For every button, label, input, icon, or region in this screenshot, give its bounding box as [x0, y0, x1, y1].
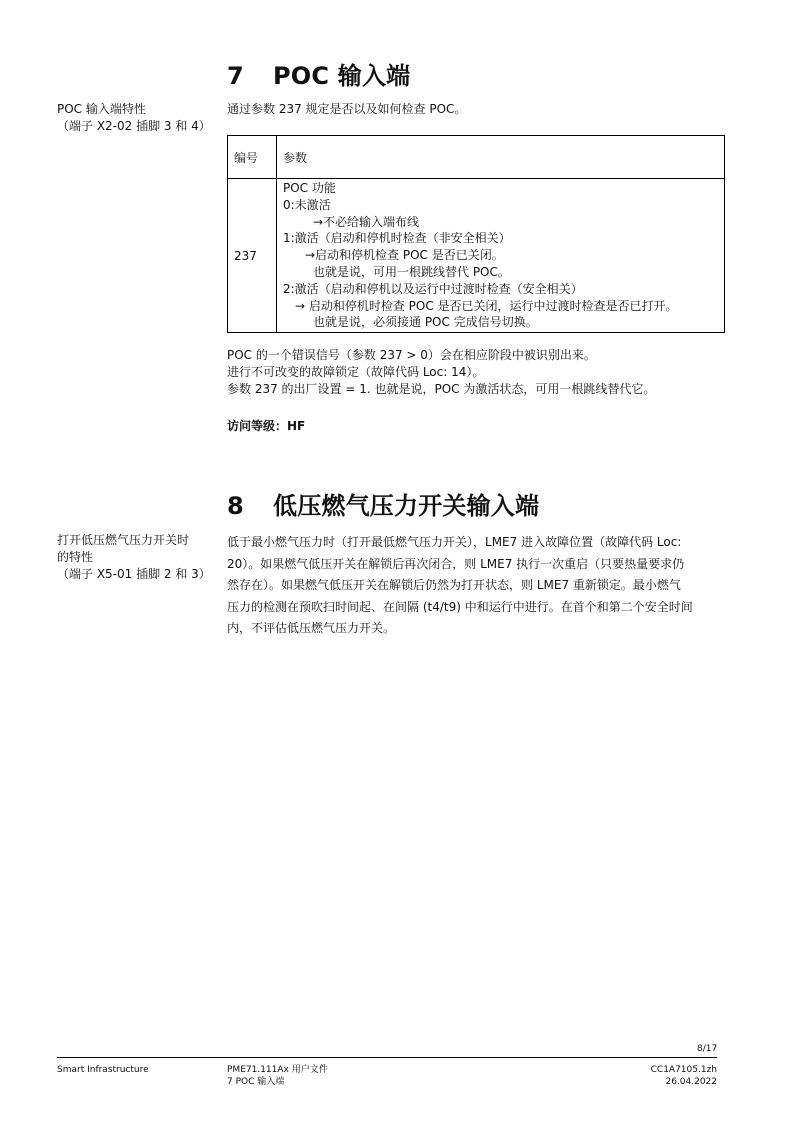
parameter-table: [227, 135, 725, 333]
sidenote-line: 打开低压燃气压力开关时: [57, 533, 190, 547]
paragraph-line: 内，不评估低压燃气压力开关。: [227, 621, 396, 635]
desc-line: 也就是说，必须接通 POC 完成信号切换。: [313, 315, 538, 330]
poc-notes: [227, 347, 717, 398]
sidenote-poc: [57, 101, 222, 135]
footer-date: 26.04.2022: [665, 1077, 717, 1087]
desc-line: →不必给输入端布线: [313, 214, 420, 229]
desc-line: → 启动和停机时检查 POC 是否已关闭，运行中过渡时检查是否已打开。: [295, 298, 678, 313]
footer-divider: [57, 1057, 717, 1058]
sidenote-line: （端子 X2-02 插脚 3 和 4）: [57, 119, 211, 133]
intro-text: 通过参数 237 规定是否以及如何检查 POC。: [227, 102, 467, 116]
note-line: 进行不可改变的故障锁定（故障代码 Loc: 14）。: [227, 365, 485, 379]
page-number: 8/17: [697, 1044, 718, 1054]
paragraph-line: 20）。如果燃气低压开关在解锁后再次闭合，则 LME7 执行一次重启（只要热量要求仍: [227, 556, 685, 571]
sidenote-line: （端子 X5-01 插脚 2 和 3）: [57, 567, 211, 581]
row-description: [277, 179, 725, 333]
note-line: 参数 237 的出厂设置 = 1. 也就是说，POC 为激活状态，可用一根跳线替代它。: [227, 382, 656, 396]
desc-line: 0:未激活: [283, 197, 331, 212]
section-number: 8: [227, 492, 244, 520]
desc-line: 也就是说，可用一根跳线替代 POC。: [313, 264, 510, 279]
paragraph-line: 低于最小燃气压力时（打开最低燃气压力开关），LME7 进入故障位置（故障代码 Loc:: [227, 535, 682, 549]
table-row: [228, 179, 725, 333]
row-number: 237: [228, 179, 277, 333]
sidenote-line: POC 输入端特性: [57, 102, 146, 116]
header-number: 编号: [228, 136, 277, 179]
section-8-heading: [227, 486, 539, 521]
sidenote-line: 的特性: [57, 550, 94, 564]
section-title: 低压燃气压力开关输入端: [273, 492, 540, 520]
footer-reference: [600, 1064, 717, 1088]
section-number: 7: [227, 62, 244, 90]
table-header-row: [228, 136, 725, 179]
desc-line: 2:激活（启动和停机以及运行中过渡时检查（安全相关）: [283, 281, 583, 296]
access-level: 访问等级：HF: [227, 419, 306, 433]
desc-line: POC 功能: [283, 181, 336, 195]
note-line: POC 的一个错误信号（参数 237 > 0）会在相应阶段中被识别出来。: [227, 348, 596, 362]
section-title: POC 输入端: [273, 62, 411, 90]
desc-line: 1:激活（启动和停机时检查（非安全相关）: [283, 231, 511, 246]
footer-company: Smart Infrastructure: [57, 1065, 149, 1075]
paragraph-line: 然存在）。如果燃气低压开关在解锁后仍然为打开状态，则 LME7 重新锁定。最小燃气: [227, 578, 681, 592]
footer-doc-title: PME71.111Ax 用户文件: [227, 1065, 328, 1075]
header-parameter: 参数: [277, 136, 725, 179]
paragraph-line: 压力的检测在预吹扫时间起、在间隔 (t4/t9) 中和运行中进行。在首个和第二个安全时间: [227, 599, 693, 614]
sidenote-low-gas: [57, 532, 222, 583]
section-7-heading: [227, 56, 410, 91]
footer-doc-code: CC1A7105.1zh: [650, 1065, 717, 1075]
footer-document: [227, 1064, 328, 1088]
desc-line: →启动和停机检查 POC 是否已关闭。: [305, 248, 504, 263]
footer-doc-section: 7 POC 输入端: [227, 1077, 285, 1087]
low-gas-paragraph: [227, 532, 715, 640]
